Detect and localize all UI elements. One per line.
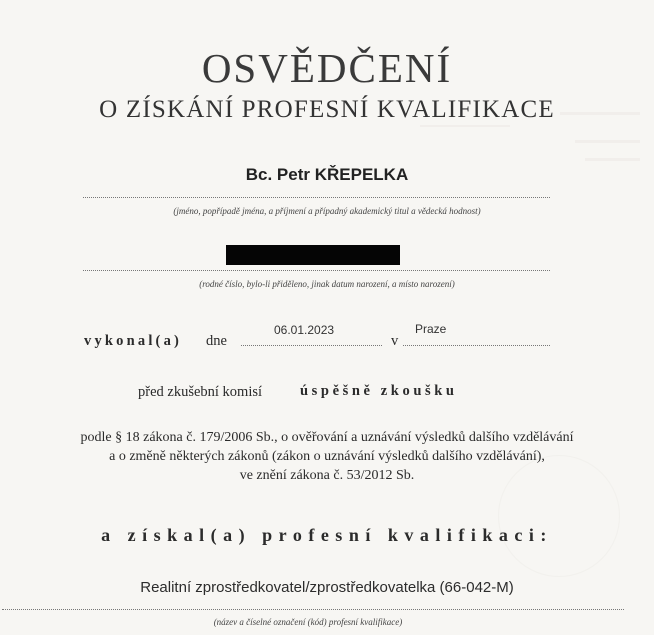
- legal-text-line-3: ve znění zákona č. 53/2012 Sb.: [239, 468, 415, 483]
- date-dotted-line: [241, 345, 382, 346]
- place-dotted-line: [403, 345, 550, 346]
- legal-text-line-2: a o změně některých zákonů (zákon o uznávání výsledků dalšího vzdělávání),: [109, 449, 545, 464]
- qualification-dotted-line: [2, 609, 624, 610]
- exam-place: Praze: [415, 322, 447, 336]
- success-phrase: úspěšně zkoušku: [300, 383, 458, 399]
- qualification-caption: (název a číselné označení (kód) profesní kvalifikace): [213, 617, 403, 627]
- exam-date: 06.01.2023: [274, 323, 335, 337]
- redacted-birth-info: [226, 245, 400, 265]
- name-caption: (jméno, popřípadě jména, a příjmení a případný akademický titul a vědecká hodnost): [173, 206, 481, 216]
- show-through-mark: [420, 125, 510, 127]
- committee-text: před zkušební komisí: [138, 384, 263, 400]
- holder-name: Bc. Petr KŘEPELKA: [245, 165, 409, 184]
- qualification-value: Realitní zprostředkovatel/zprostředkovatelka (66-042-M): [140, 579, 514, 596]
- birth-caption: (rodné číslo, bylo-li přiděleno, jinak datum narození, a místo narození): [199, 279, 455, 289]
- dne-label: dne: [206, 333, 227, 349]
- birth-dotted-line: [83, 270, 550, 271]
- obtained-heading: a získal(a) profesní kvalifikaci:: [101, 525, 553, 545]
- document-title: OSVĚDČENÍ: [201, 45, 453, 91]
- show-through-mark: [575, 140, 640, 143]
- name-dotted-line: [83, 197, 550, 198]
- show-through-mark: [585, 158, 640, 161]
- v-label: v: [391, 333, 399, 349]
- vykonal-label: vykonal(a): [84, 333, 183, 349]
- legal-text-line-1: podle § 18 zákona č. 179/2006 Sb., o ověřování a uznávání výsledků dalšího vzdělávání: [80, 430, 574, 445]
- document-subtitle: O ZÍSKÁNÍ PROFESNÍ KVALIFIKACE: [99, 96, 555, 123]
